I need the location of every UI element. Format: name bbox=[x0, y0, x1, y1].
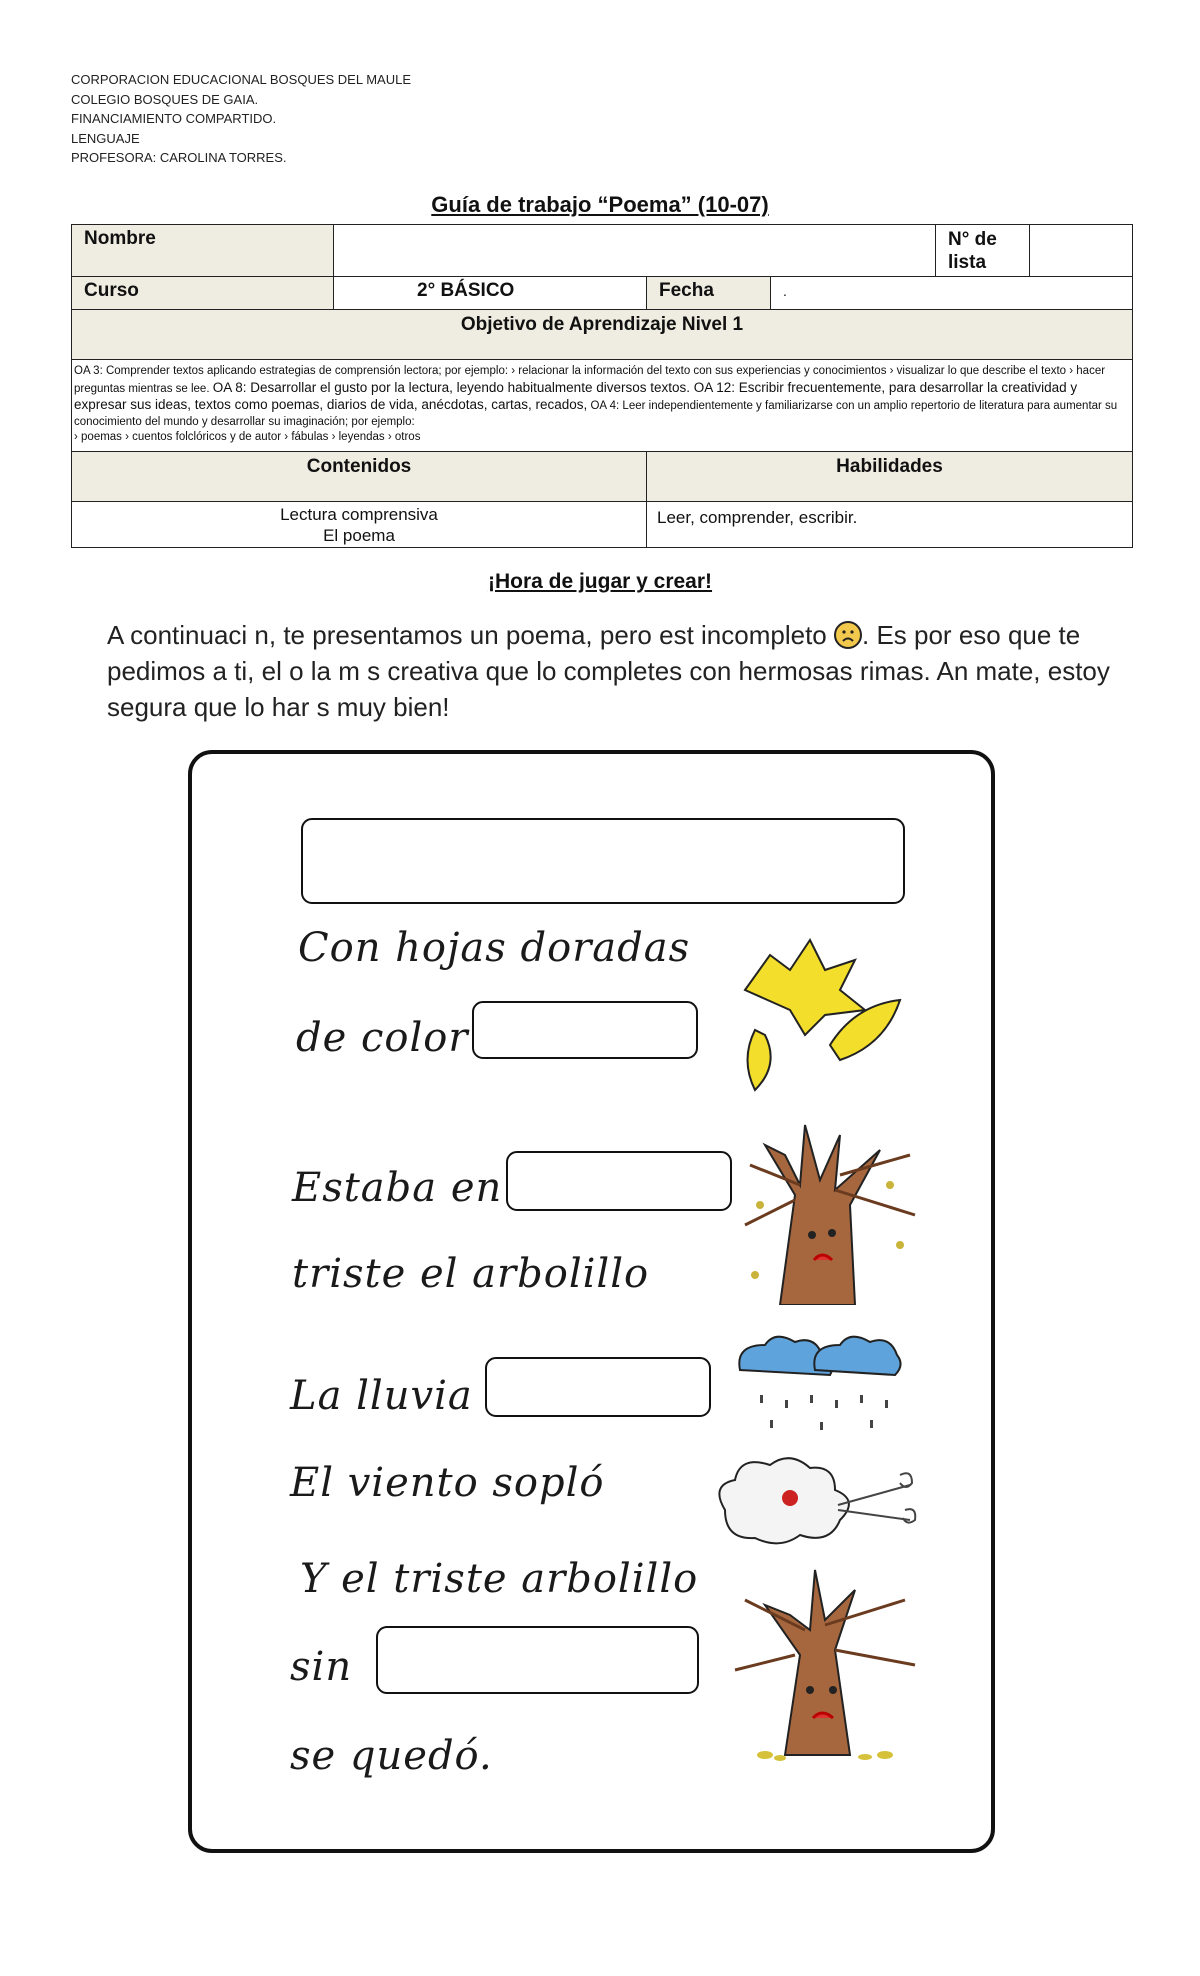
lista-label: N° de lista bbox=[936, 225, 1030, 277]
contenido-item: El poema bbox=[323, 526, 395, 545]
contenido-item: Lectura comprensiva bbox=[280, 505, 438, 524]
poem-line: triste el arbolillo bbox=[292, 1251, 650, 1297]
nombre-field[interactable] bbox=[334, 225, 936, 277]
blank-lluvia[interactable] bbox=[485, 1357, 711, 1417]
oa-4-list: › poemas › cuentos folclóricos y de autor › fábulas › leyendas › otros bbox=[74, 431, 421, 443]
oa-3: OA 3: Comprender textos aplicando estrategias de comprensión lectora; por ejemplo: › relacionar la información del texto con sus experiencias y conocimientos › visualizar lo que describe el texto › hacer preguntas mientras se lee. bbox=[74, 365, 1106, 395]
sad-face-icon bbox=[834, 621, 862, 649]
oa-4: OA 4: Leer independientemente y familiarizarse con un amplio repertorio de literatura para aumentar su conocimiento del mundo y desarrollar su imaginación; por ejemplo: bbox=[74, 400, 1118, 428]
sad-tree-icon bbox=[740, 1105, 925, 1305]
habilidades-header: Habilidades bbox=[647, 452, 1133, 502]
poem-line: Estaba en bbox=[292, 1165, 503, 1211]
header-line: COLEGIO BOSQUES DE GAIA. bbox=[71, 91, 259, 107]
blank-estaba-en[interactable] bbox=[506, 1151, 732, 1211]
curso-value: 2° BÁSICO bbox=[334, 277, 647, 310]
fecha-field[interactable]: . bbox=[771, 277, 1133, 310]
header-line: FINANCIAMIENTO COMPARTIDO. bbox=[71, 111, 277, 126]
school-header bbox=[71, 70, 411, 168]
poem-line: sin bbox=[290, 1644, 353, 1690]
poem-line: se quedó. bbox=[290, 1733, 493, 1779]
header-line: CORPORACION EDUCACIONAL BOSQUES DEL MAULE bbox=[71, 72, 411, 87]
poem-line: Y el triste arbolillo bbox=[300, 1556, 699, 1602]
guide-title: Guía de trabajo “Poema” (10-07) bbox=[431, 192, 769, 217]
wind-cloud-icon bbox=[710, 1450, 925, 1560]
habilidades-cell: Leer, comprender, escribir. bbox=[647, 502, 1133, 548]
objetivo-header: Objetivo de Aprendizaje Nivel 1 bbox=[72, 310, 1133, 360]
header-line: LENGUAJE bbox=[71, 130, 140, 146]
poem-line: El viento sopló bbox=[290, 1460, 605, 1506]
poem-line: de color bbox=[296, 1015, 469, 1061]
poem-title-blank[interactable] bbox=[301, 818, 905, 904]
intro-paragraph: A continuaci n, te presentamos un poema, pero est incompleto . Es por eso que te pedimos a ti, el o la m s creativa que lo completes con hermosas rimas. An mate, estoy segura que lo har s muy bien! bbox=[107, 620, 1110, 722]
autumn-leaves-icon bbox=[735, 935, 910, 1095]
contenidos-cell bbox=[72, 502, 647, 548]
bare-tree-icon bbox=[725, 1560, 925, 1765]
poem-line: Con hojas doradas bbox=[298, 925, 691, 971]
nombre-label: Nombre bbox=[72, 225, 334, 277]
poem-line: La lluvia bbox=[290, 1373, 473, 1419]
curso-label: Curso bbox=[72, 277, 334, 310]
oa-8-12: OA 8: Desarrollar el gusto por la lectura, leyendo habitualmente diversos textos. OA 12: Escribir frecuentemente, para desarrollar la creatividad y expresar sus ideas, textos como poemas, diarios de vida, anécdotas, cartas, recados, bbox=[74, 379, 1078, 412]
blank-sin[interactable] bbox=[376, 1626, 699, 1694]
section-title: ¡Hora de jugar y crear! bbox=[487, 570, 713, 593]
rain-cloud-icon bbox=[730, 1330, 905, 1440]
fecha-label: Fecha bbox=[647, 277, 771, 310]
header-line: PROFESORA: CAROLINA TORRES. bbox=[71, 150, 287, 165]
lista-field[interactable] bbox=[1030, 225, 1133, 277]
contenidos-header: Contenidos bbox=[72, 452, 647, 502]
blank-color[interactable] bbox=[472, 1001, 698, 1059]
info-table bbox=[71, 224, 1133, 548]
objetivos-text bbox=[72, 360, 1133, 452]
